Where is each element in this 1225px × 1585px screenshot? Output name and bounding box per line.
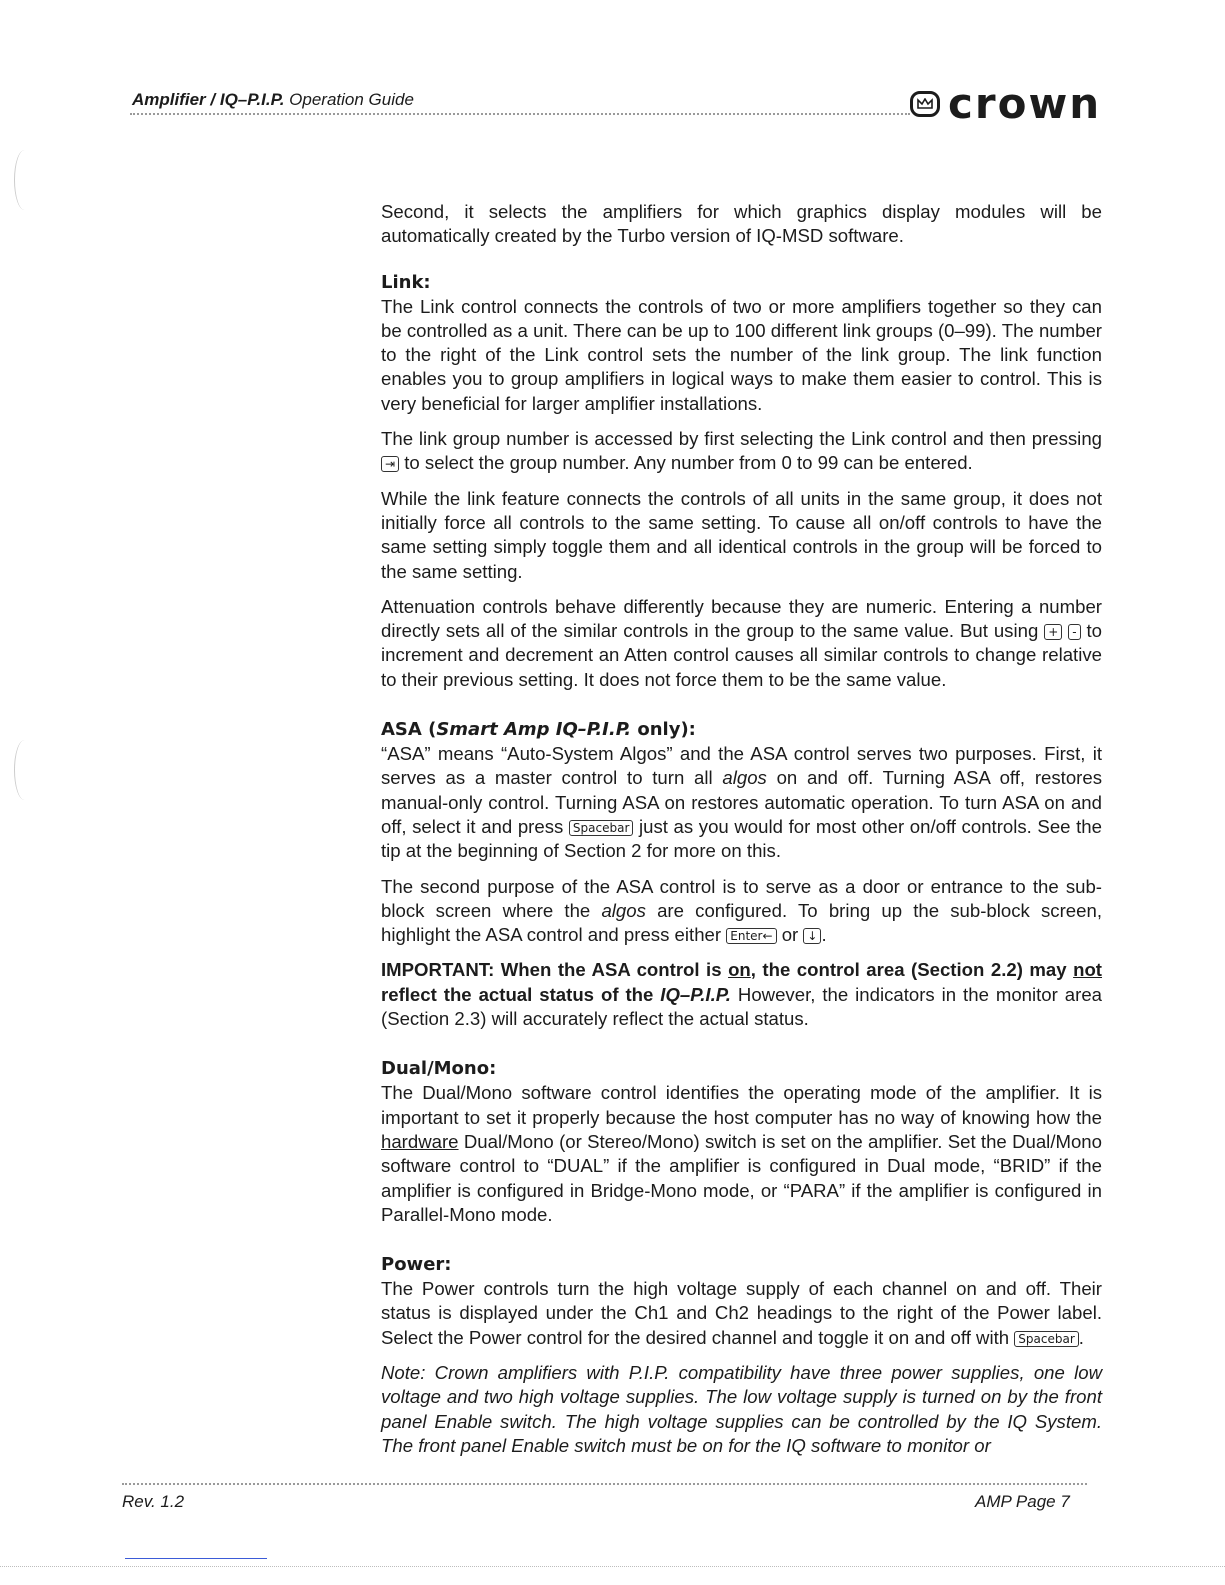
spacebar-key-icon: Spacebar: [1014, 1331, 1078, 1347]
text-run: not: [1073, 959, 1103, 981]
footer-rule: [122, 1483, 1087, 1485]
link-paragraph-2: [381, 427, 1102, 476]
crown-glyph-icon: [917, 98, 933, 110]
link-paragraph-4: [381, 595, 1102, 692]
text-run: just as you would for most other on/off controls. See the tip at the beginning of Section 2 for more on this.: [381, 815, 1102, 862]
brand-name: crown: [948, 79, 1102, 128]
header-rule: [130, 113, 910, 115]
text-run: However, the indicators in the monitor area (Section 2.3) will accurately reflect the actual status.: [381, 983, 1102, 1030]
page-body: [381, 200, 1102, 1469]
text-run: to select the group number. Any number from 0 to 99 can be entered.: [404, 452, 973, 474]
tab-key-icon: ⇥: [381, 456, 399, 472]
header-product: Amplifier / IQ–P.I.P.: [132, 90, 285, 109]
text-run: .: [1078, 1326, 1084, 1348]
text-run: The Power controls turn the high voltage supply of each channel on and off. Their status is displayed under the Ch1 and Ch2 headings to the right of the Power label. Select the Power control for the desired channel and toggle it on and off with: [381, 1278, 1102, 1348]
revision-label: Rev. 1.2: [122, 1492, 185, 1511]
running-header: [132, 90, 414, 110]
plus-key-icon: +: [1044, 624, 1062, 640]
text-run: ASA (: [381, 719, 437, 741]
text-run: hardware: [381, 1130, 459, 1152]
text-run: Attenuation controls behave differently because they are numeric. Entering a number directly sets all of the similar controls in the group to the same value. But using: [381, 595, 1102, 642]
page-edge-mark: [14, 150, 35, 210]
link-paragraph-3: While the link feature connects the controls of all units in the same group, it does not initially force all controls to the same setting. To cause all on/off controls to have the same setting simply toggle them and all identical controls in the group will be forced to the same setting.: [381, 487, 1102, 582]
spacebar-key-icon: Spacebar: [569, 820, 633, 836]
crown-logo: [910, 79, 1102, 128]
text-run: IMPORTANT: When the ASA control is: [381, 959, 729, 981]
text-run: only):: [631, 719, 696, 741]
text-run: IQ–P.I.P.: [660, 983, 731, 1005]
text-run: , the control area (Section 2.2) may: [750, 959, 1074, 981]
text-run: reflect the actual status of the: [381, 983, 661, 1005]
power-note: Note: Crown amplifiers with P.I.P. compatibility have three power supplies, one low voltage and two high voltage supplies. The low voltage supply is turned on by the front panel Enable switch. The high voltage supplies can be controlled by the IQ System. The front panel Enable switch must be on for the IQ software to monitor or: [381, 1361, 1102, 1456]
crown-emblem-icon: [910, 91, 940, 117]
dual-mono-heading: Dual/Mono:: [381, 1058, 497, 1080]
page-edge-mark: [14, 740, 35, 800]
minus-key-icon: -: [1068, 624, 1080, 640]
asa-important-note: [381, 958, 1102, 1031]
page-number: AMP Page 7: [975, 1492, 1070, 1511]
link-heading: Link:: [381, 271, 431, 293]
intro-paragraph: Second, it selects the amplifiers for which graphics display modules will be automatically created by the Turbo version of IQ-MSD software.: [381, 201, 1102, 247]
text-run: .: [821, 924, 827, 946]
text-run: “ASA” means “Auto-System Algos” and the ASA control serves two purposes. First, it serves as a master control to turn all: [381, 743, 1102, 789]
power-heading: Power:: [381, 1254, 452, 1276]
text-run: Dual/Mono (or Stereo/Mono) switch is set on the amplifier. Set the Dual/Mono software control to “DUAL” if the amplifier is configured in Dual mode, “BRID” if the amplifier is configured in Bridge-Mono mode, or “PARA” if the amplifier is configured in Parallel-Mono mode.: [381, 1130, 1102, 1225]
header-guide: Operation Guide: [289, 90, 414, 109]
dual-mono-paragraph: [381, 1081, 1102, 1227]
text-run: The Dual/Mono software control identifies the operating mode of the amplifier. It is important to set it properly because the host computer has no way of knowing how the: [381, 1082, 1102, 1128]
text-run: Smart Amp IQ–P.I.P.: [436, 719, 632, 741]
text-run: or: [781, 924, 799, 946]
bottom-dotted-rule: [0, 1566, 1225, 1567]
text-run: on: [728, 959, 751, 981]
link-paragraph-1: The Link control connects the controls of two or more amplifiers together so they can be controlled as a unit. There can be up to 100 different link groups (0–99). The number to the right of the Link control sets the number of the link group. The link function enables you to group amplifiers in logical ways to make them easier to control. This is very beneficial for larger amplifier installations.: [381, 295, 1102, 414]
text-run: algos: [722, 767, 767, 789]
text-run: on and off. Turning ASA off, restores manual-only control. Turning ASA on restores automatic operation. To turn ASA on and off, select it and press: [381, 767, 1102, 837]
text-run: are configured. To bring up the sub-block screen, highlight the ASA control and press either: [381, 899, 1102, 946]
text-run: The link group number is accessed by first selecting the Link control and then pressing: [381, 428, 1102, 450]
asa-heading: [381, 718, 1102, 742]
text-run: The second purpose of the ASA control is to serve as a door or entrance to the sub-block screen where the: [381, 875, 1102, 921]
asa-paragraph-1: [381, 742, 1102, 863]
asa-paragraph-2: [381, 875, 1102, 948]
down-arrow-key-icon: ↓: [803, 928, 821, 944]
text-run: to increment and decrement an Atten control causes all similar controls to change relative to their previous setting. It does not force them to be the same value.: [381, 620, 1103, 690]
power-paragraph: [381, 1277, 1102, 1350]
text-run: algos: [601, 899, 646, 921]
bottom-link-line: [125, 1558, 267, 1559]
enter-key-icon: Enter←: [726, 928, 776, 944]
